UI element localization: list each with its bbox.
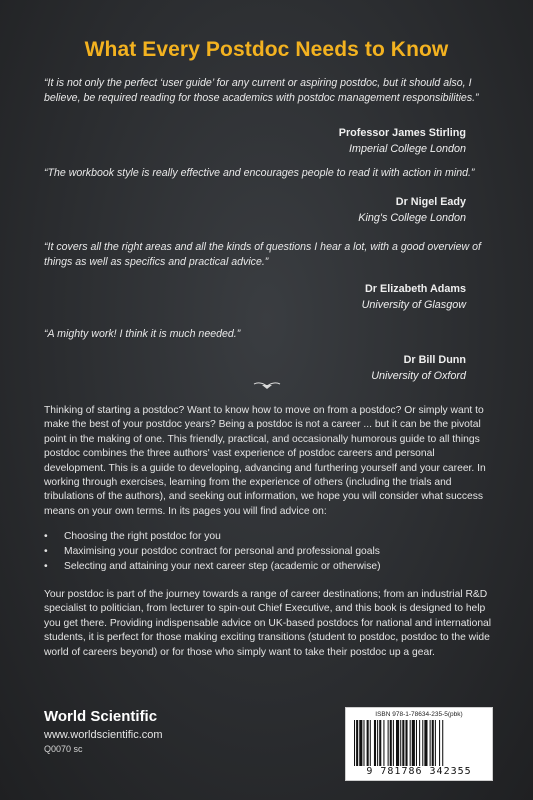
- testimonial-attribution-3: [362, 281, 466, 313]
- testimonial-attribution-4: [371, 352, 466, 384]
- publisher-name: World Scientific: [44, 708, 158, 725]
- barcode-bar: [354, 720, 355, 766]
- barcode-bar: [430, 720, 431, 766]
- advice-list: [44, 529, 484, 574]
- barcode-bar: [370, 720, 371, 766]
- barcode-bar: [396, 720, 399, 766]
- testimonial-quote-3: “It covers all the right areas and all the kinds of questions I hear a lot, with a good overview of things as well as specifics and practical advice.”: [44, 241, 481, 268]
- barcode-bar: [416, 720, 417, 766]
- bullet-icon: •: [44, 546, 48, 557]
- barcode-bar: [393, 720, 394, 766]
- isbn-label: ISBN 978-1-78634-235-5(pbk): [375, 711, 463, 718]
- barcode-bar: [359, 720, 362, 766]
- barcode-bar: [388, 720, 389, 766]
- bullet-icon: •: [44, 531, 48, 542]
- barcode-bar: [367, 720, 369, 766]
- barcode-bars: [352, 720, 486, 766]
- testimonial-attribution-1: [339, 125, 466, 157]
- testimonial-name-1: Professor James Stirling: [338, 127, 466, 139]
- bullet-icon: •: [44, 561, 48, 572]
- product-code: Q0070 sc: [44, 744, 83, 754]
- list-item: • Choosing the right postdoc for you: [44, 531, 221, 542]
- testimonial-quote-4: “A mighty work! I think it is much needed.”: [44, 328, 241, 340]
- book-title: What Every Postdoc Needs to Know: [84, 38, 449, 61]
- barcode-bar: [363, 720, 364, 766]
- barcode-bar: [390, 720, 392, 766]
- testimonial-institution-3: University of Glasgow: [361, 299, 466, 311]
- barcode-bar: [435, 720, 436, 766]
- barcode-bar: [377, 720, 378, 766]
- barcode-bar: [405, 720, 407, 766]
- testimonial-institution-4: University of Oxford: [371, 370, 466, 382]
- barcode-bar: [439, 720, 440, 766]
- testimonial-quote-2: “The workbook style is really effective and encourages people to read it with action in mind.”: [44, 167, 475, 179]
- description-paragraph-2: Your postdoc is part of the journey towards a range of career destinations; from an industrial R&D specialist to politician, from lecturer to spin-out Chief Executive, and this book is designed to help you get there. Providing indispensable advice on UK-based postdocs for national and international students, it is perfect for those making exciting transitions (student to postdoc, postdoc to the wide world of careers beyond) or for those who simply want to take their postdoc up a gear.: [44, 589, 492, 658]
- barcode-bar: [402, 720, 404, 766]
- list-item: • Selecting and attaining your next career step (academic or otherwise): [44, 561, 381, 572]
- testimonial-institution-2: King's College London: [358, 212, 466, 224]
- testimonial-name-4: Dr Bill Dunn: [403, 354, 466, 366]
- barcode-bar: [356, 720, 358, 766]
- list-item: • Maximising your postdoc contract for personal and professional goals: [44, 546, 380, 557]
- testimonial-name-3: Dr Elizabeth Adams: [365, 283, 466, 295]
- isbn-digits: 9 781786 342355: [366, 766, 472, 777]
- barcode-bar: [410, 720, 411, 766]
- isbn-barcode: [345, 707, 493, 781]
- ornament-divider-icon: [252, 380, 282, 390]
- testimonial-name-2: Dr Nigel Eady: [395, 196, 466, 208]
- publisher-website: www.worldscientific.com: [44, 729, 163, 741]
- testimonial-institution-1: Imperial College London: [348, 143, 466, 155]
- barcode-bar: [424, 720, 427, 766]
- barcode-bar: [442, 720, 443, 766]
- testimonial-quote-1: “It is not only the perfect ‘user guide’ for any current or aspiring postdoc, but it should also, I believe, be required reading for those academics with postdoc management responsibilities.”: [44, 77, 479, 104]
- barcode-bar: [432, 720, 434, 766]
- testimonial-attribution-2: [358, 194, 466, 226]
- barcode-bar: [400, 720, 401, 766]
- barcode-bar: [383, 720, 384, 766]
- barcode-bar: [379, 720, 381, 766]
- barcode-bar: [412, 720, 415, 766]
- barcode-bar: [422, 720, 423, 766]
- barcode-bar: [419, 720, 420, 766]
- barcode-bar: [374, 720, 376, 766]
- description-paragraph-1: Thinking of starting a postdoc? Want to know how to move on from a postdoc? Or simply want to make the best of your postdoc years? Being a postdoc is not a career ... but it can be the pivotal point in the making of one. This friendly, practical, and occasionally humorous guide to all things postdoc combines the three authors' vast experience of postdoc careers and personal development. This is a guide to developing, advancing and furthering yourself and your career. In working through exercises, learning from the experience of others (including the trials and tribulations of the authors), and seeking out information, we hope you will consider what success means on your own terms. In its pages you will find advice on:: [44, 405, 486, 517]
